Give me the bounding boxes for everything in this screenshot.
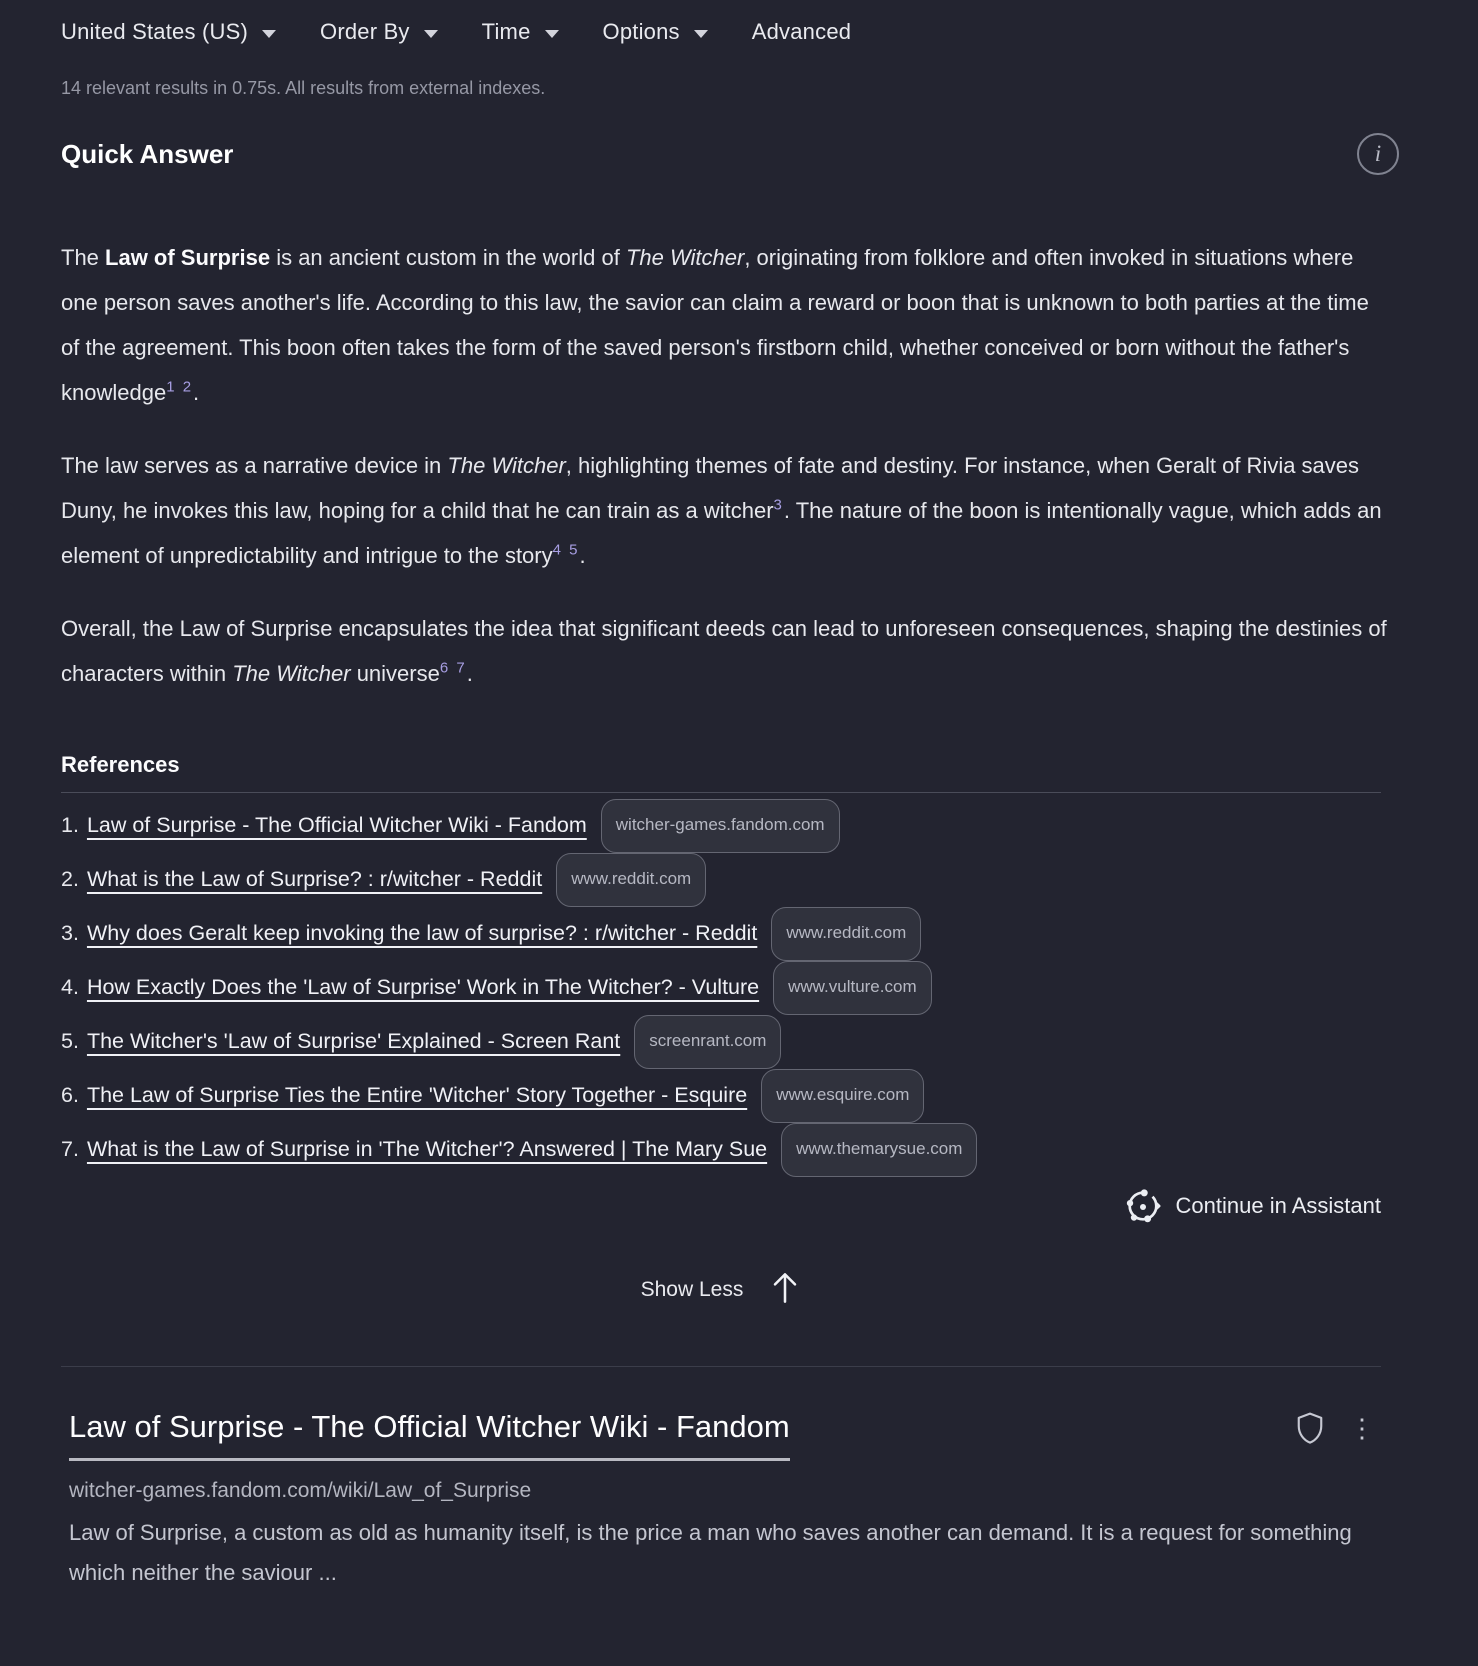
reference-item <box>61 1123 1417 1177</box>
filter-label: Advanced <box>751 19 852 44</box>
show-less-label: Show Less <box>640 1277 744 1301</box>
quick-answer-paragraph: The Law of Surprise is an ancient custom in the world of The Witcher, originating from folklore and often invoked in situations where one person saves another's life. According to this law, the savior can claim a reward or boon that is unknown to both parties at the time of the agreement. This boon often takes the form of the saved person's firstborn child, whether conceived or born without the father's knowledge$^{1 2}$. <box>61 245 1369 405</box>
filter-dropdown[interactable] <box>752 19 851 45</box>
reference-item <box>61 853 1417 907</box>
reference-link[interactable]: Why does Geralt keep invoking the law of surprise? : r/witcher - Reddit <box>86 921 758 945</box>
reference-link[interactable]: The Witcher's 'Law of Surprise' Explained - Screen Rant <box>86 1029 621 1053</box>
continue-in-assistant-button[interactable] <box>61 1187 1381 1225</box>
reference-number: 6. <box>61 1083 79 1107</box>
filter-dropdown[interactable] <box>603 19 708 45</box>
filter-label: Options <box>602 19 680 44</box>
reference-link[interactable]: What is the Law of Surprise in 'The Witcher'? Answered | The Mary Sue <box>86 1137 768 1161</box>
show-less-button[interactable] <box>61 1269 1381 1310</box>
filter-dropdown[interactable] <box>61 19 276 45</box>
reference-number: 4. <box>61 975 79 999</box>
reference-number: 5. <box>61 1029 79 1053</box>
references-title: References <box>61 752 180 777</box>
reference-link[interactable]: The Law of Surprise Ties the Entire 'Witcher' Story Together - Esquire <box>86 1083 748 1107</box>
quick-answer-header <box>61 133 1417 175</box>
reference-domain-badge[interactable]: www.reddit.com <box>556 853 706 907</box>
result-url[interactable]: witcher-games.fandom.com/wiki/Law_of_Surprise <box>69 1479 532 1502</box>
result-actions <box>1295 1411 1375 1445</box>
info-icon[interactable]: i <box>1357 133 1399 175</box>
quick-answer-paragraph: The law serves as a narrative device in The Witcher, highlighting themes of fate and destiny. For instance, when Geralt of Rivia saves Duny, he invokes this law, hoping for a child that he can train as a witcher$^3$. The nature of the boon is intentionally vague, which adds an element of unpredictability and intrigue to the story$^{4 5}$. <box>61 453 1382 568</box>
reference-item <box>61 1069 1417 1123</box>
chevron-down-icon <box>545 30 559 38</box>
reference-number: 1. <box>61 813 79 837</box>
reference-item <box>61 907 1417 961</box>
reference-item <box>61 799 1417 853</box>
reference-domain-badge[interactable]: www.themarysue.com <box>781 1123 977 1177</box>
references-list <box>61 799 1417 1177</box>
reference-item <box>61 1015 1417 1069</box>
section-divider <box>61 1366 1381 1367</box>
assistant-icon <box>1124 1187 1162 1225</box>
reference-domain-badge[interactable]: screenrant.com <box>634 1015 781 1069</box>
arrow-up-icon <box>769 1269 801 1310</box>
filter-bar <box>61 16 1417 48</box>
reference-domain-badge[interactable]: witcher-games.fandom.com <box>601 799 840 853</box>
filter-label: Time <box>481 19 531 44</box>
filter-dropdown[interactable] <box>320 19 438 45</box>
filter-dropdown[interactable] <box>482 19 559 45</box>
reference-domain-badge[interactable]: www.vulture.com <box>773 961 931 1015</box>
reference-link[interactable]: Law of Surprise - The Official Witcher Wiki - Fandom <box>86 813 587 837</box>
reference-link[interactable]: How Exactly Does the 'Law of Surprise' Work in The Witcher? - Vulture <box>86 975 760 999</box>
reference-domain-badge[interactable]: www.reddit.com <box>771 907 921 961</box>
reference-number: 3. <box>61 921 79 945</box>
chevron-down-icon <box>262 30 276 38</box>
chevron-down-icon <box>694 30 708 38</box>
reference-number: 2. <box>61 867 79 891</box>
quick-answer-paragraph: Overall, the Law of Surprise encapsulates the idea that significant deeds can lead to unforeseen consequences, shaping the destinies of characters within The Witcher universe$^{6 7}$. <box>61 616 1387 686</box>
reference-item <box>61 961 1417 1015</box>
filter-label: United States (US) <box>61 19 249 44</box>
references-divider <box>61 792 1381 793</box>
reference-domain-badge[interactable]: www.esquire.com <box>761 1069 924 1123</box>
result-snippet: Law of Surprise, a custom as old as humanity itself, is the price a man who saves another can demand. It is a request for something which neither the saviour ... <box>69 1520 1352 1585</box>
continue-in-assistant-label: Continue in Assistant <box>1175 1193 1381 1218</box>
quick-answer-title: Quick Answer <box>61 138 234 169</box>
reference-link[interactable]: What is the Law of Surprise? : r/witcher - Reddit <box>86 867 543 891</box>
result-title-link[interactable]: Law of Surprise - The Official Witcher Wiki - Fandom <box>69 1409 790 1461</box>
search-result <box>61 1409 1417 1593</box>
quick-answer-body <box>61 235 1391 696</box>
kebab-menu-icon[interactable]: ⋮ <box>1349 1413 1375 1443</box>
results-summary: 14 relevant results in 0.75s. All results from external indexes. <box>61 78 546 98</box>
filter-label: Order By <box>320 19 410 44</box>
reference-number: 7. <box>61 1137 79 1161</box>
chevron-down-icon <box>424 30 438 38</box>
shield-icon[interactable] <box>1295 1411 1325 1445</box>
